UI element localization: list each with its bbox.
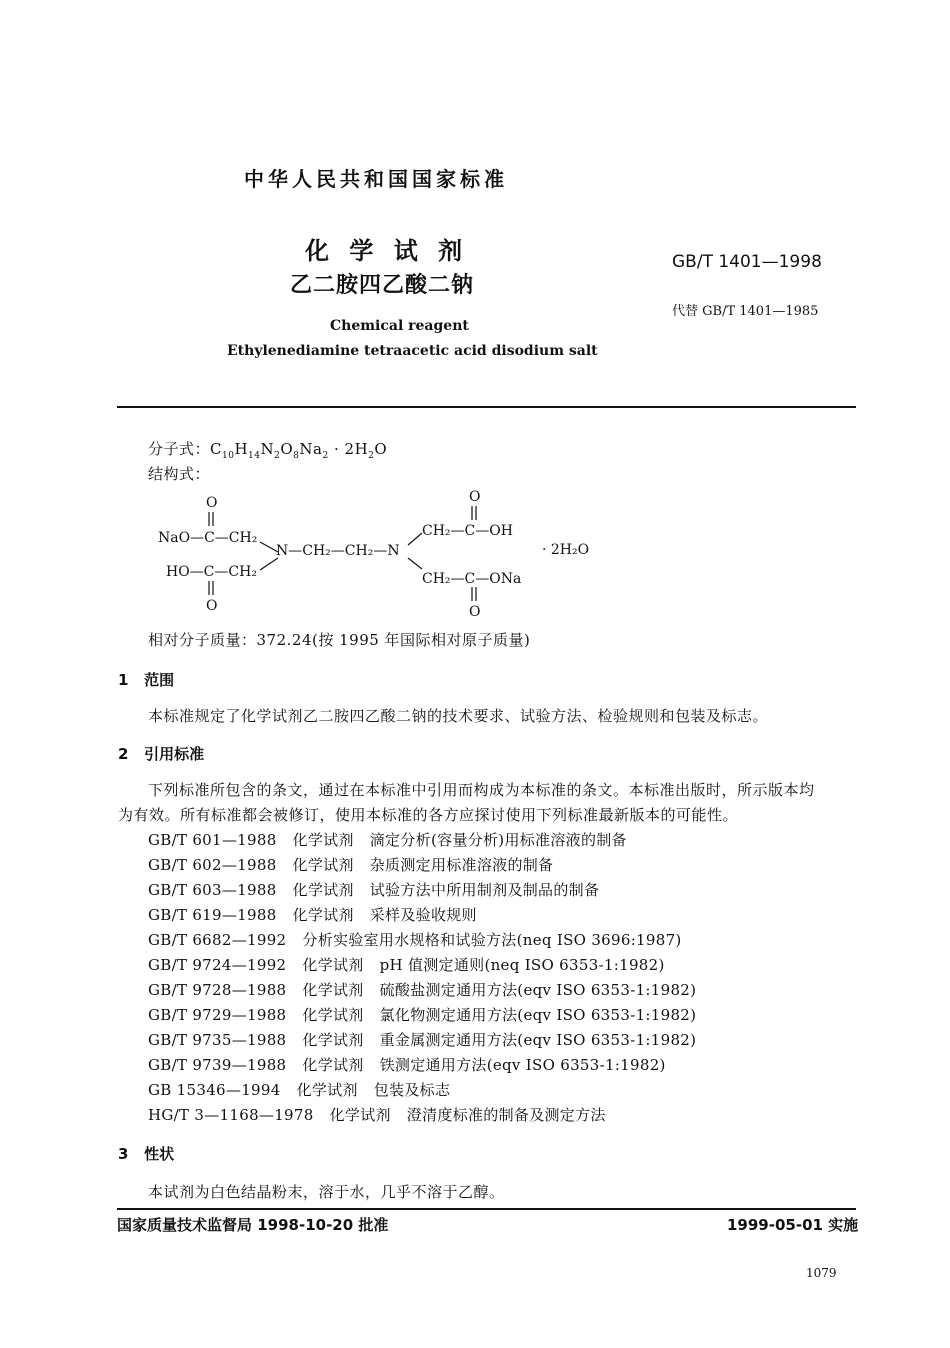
title-en-line2: Ethylenediamine tetraacetic acid disodium salt [227, 343, 598, 359]
ho-group: HO—C—CH₂ [166, 564, 257, 580]
reference-item: GB/T 601—1988 化学试剂 滴定分析(容量分析)用标准溶液的制备 [148, 831, 627, 849]
footer-divider [117, 1208, 856, 1210]
ch2-c-ona: CH₂—C—ONa [422, 571, 522, 587]
section-2-text-line1: 下列标准所包含的条文，通过在本标准中引用而构成为本标准的条文。本标准出版时，所示版本均 [148, 781, 815, 799]
nao-group: NaO—C—CH₂ [158, 530, 258, 546]
reference-item: GB/T 9739—1988 化学试剂 铁测定通用方法(eqv ISO 6353-1:1982) [148, 1056, 666, 1074]
o-top-left: O [206, 495, 218, 511]
section-1-text: 本标准规定了化学试剂乙二胺四乙酸二钠的技术要求、试验方法、检验规则和包装及标志。 [148, 707, 769, 725]
molecular-formula: 分子式：$C_{10}H_{14}N_2O_8Na_2 \cdot 2H_2O$ [148, 440, 388, 461]
reference-item: GB/T 6682—1992 分析实验室用水规格和试验方法(neq ISO 3696:1987) [148, 931, 682, 949]
section-3-heading: 3 性状 [118, 1145, 175, 1163]
reference-item: GB/T 9729—1988 化学试剂 氯化物测定通用方法(eqv ISO 6353-1:1982) [148, 1006, 697, 1024]
section-1-heading: 1 范围 [118, 671, 175, 689]
title-cn-line2: 乙二胺四乙酸二钠 [290, 273, 475, 298]
replaces-standard: 代替 GB/T 1401—1985 [672, 304, 819, 319]
reference-item: HG/T 3—1168—1978 化学试剂 澄清度标准的制备及测定方法 [148, 1106, 606, 1124]
section-2-text-line2: 为有效。所有标准都会被修订，使用本标准的各方应探讨使用下列标准最新版本的可能性。 [118, 806, 739, 824]
title-cn-line1: 化 学 试 剂 [305, 237, 469, 265]
reference-item: GB/T 9724—1992 化学试剂 pH 值测定通则(neq ISO 6353-1:1982) [148, 956, 665, 974]
section-2-heading: 2 引用标准 [118, 745, 205, 763]
reference-item: GB/T 603—1988 化学试剂 试验方法中所用制剂及制品的制备 [148, 881, 600, 899]
national-standard-title: 中华人民共和国国家标准 [244, 167, 508, 191]
header-divider [117, 406, 856, 408]
reference-item: GB/T 9728—1988 化学试剂 硫酸盐测定通用方法(eqv ISO 6353-1:1982) [148, 981, 697, 999]
reference-item: GB 15346—1994 化学试剂 包装及标志 [148, 1081, 451, 1099]
reference-item: GB/T 602—1988 化学试剂 杂质测定用标准溶液的制备 [148, 856, 554, 874]
hydrate: · 2H₂O [542, 542, 590, 558]
title-en-line1: Chemical reagent [330, 318, 469, 334]
approval-line: 国家质量技术监督局 1998-10-20 批准 [117, 1216, 389, 1234]
o-bottom-right: O [469, 604, 481, 620]
o-bottom-left: O [206, 598, 218, 614]
molecular-mass: 相对分子质量：372.24(按 1995 年国际相对原子质量) [148, 631, 531, 649]
standard-number: GB/T 1401—1998 [672, 252, 822, 272]
section-3-text: 本试剂为白色结晶粉末，溶于水，几乎不溶于乙醇。 [148, 1183, 505, 1201]
structural-formula [150, 485, 620, 620]
ch2-c-oh: CH₂—C—OH [422, 523, 513, 539]
page-number: 1079 [806, 1266, 837, 1280]
structure-label: 结构式： [148, 465, 211, 483]
implementation-date: 1999-05-01 实施 [727, 1216, 859, 1234]
reference-item: GB/T 9735—1988 化学试剂 重金属测定通用方法(eqv ISO 6353-1:1982) [148, 1031, 697, 1049]
reference-item: GB/T 619—1988 化学试剂 采样及验收规则 [148, 906, 477, 924]
o-top-right: O [469, 489, 481, 505]
chain: N—CH₂—CH₂—N [276, 543, 400, 559]
